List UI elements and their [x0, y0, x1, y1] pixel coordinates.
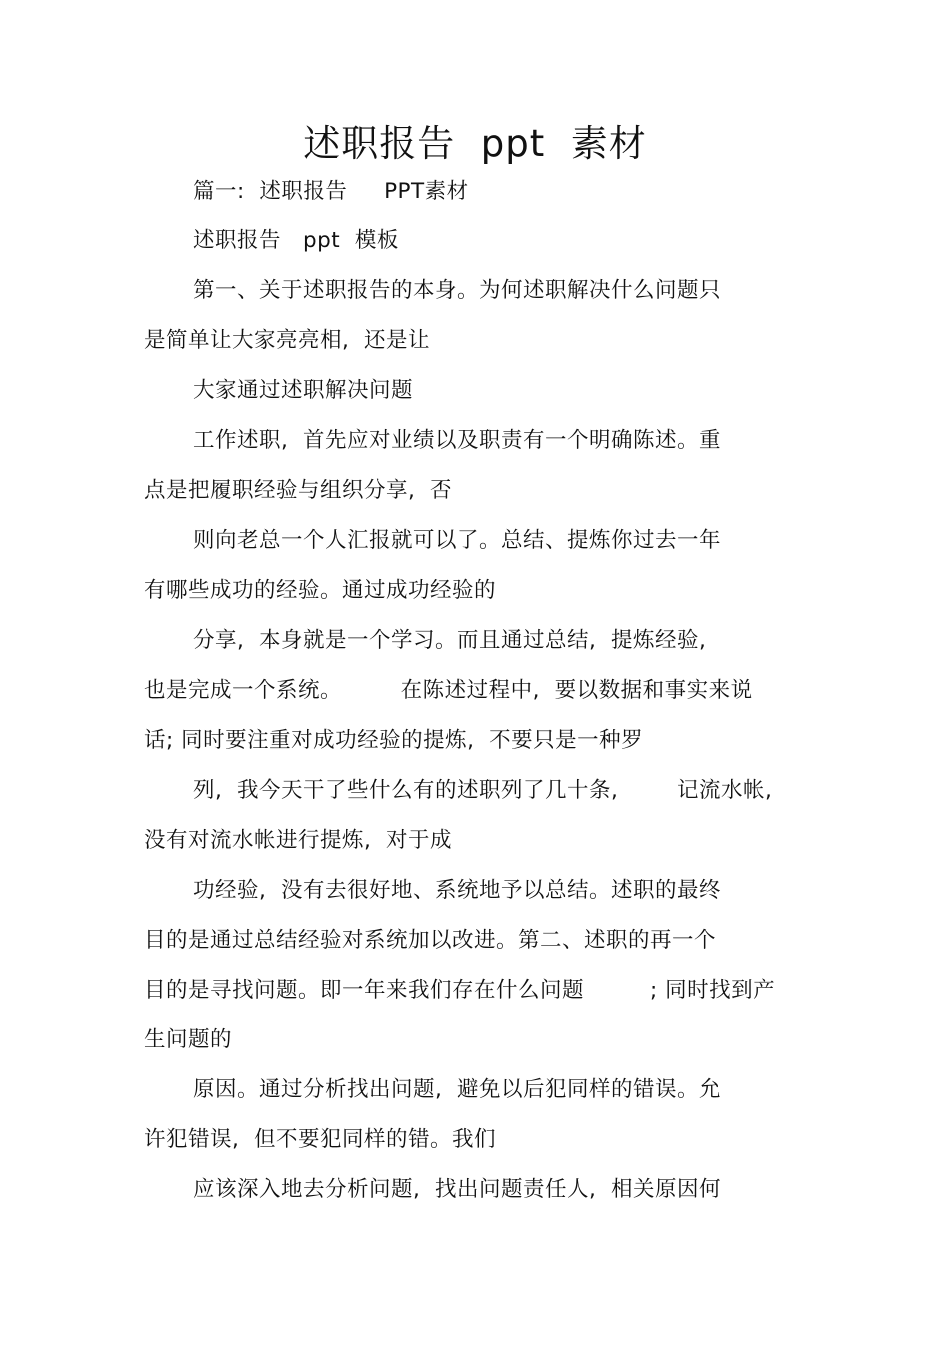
paragraph-line-5: 大家通过述职解决问题	[193, 378, 414, 403]
paragraph-line-9: 有哪些成功的经验。通过成功经验的	[144, 578, 497, 603]
paragraph-line-12: 话; 同时要注重对成功经验的提炼, 不要只是一种罗	[144, 728, 644, 753]
paragraph-line-17: 目的是寻找问题。即一年来我们存在什么问题 ; 同时找到产	[144, 978, 776, 1003]
paragraph-line-6: 工作述职, 首先应对业绩以及职责有一个明确陈述。重	[193, 428, 722, 453]
paragraph-line-1: 篇一: 述职报告 PPT素材	[193, 179, 469, 204]
paragraph-line-20: 许犯错误, 但不要犯同样的错。我们	[144, 1127, 497, 1152]
paragraph-line-10: 分享, 本身就是一个学习。而且通过总结, 提炼经验,	[193, 628, 707, 653]
paragraph-line-16: 目的是通过总结经验对系统加以改进。第二、述职的再一个	[144, 928, 717, 953]
paragraph-line-11: 也是完成一个系统。 在陈述过程中, 要以数据和事实来说	[144, 678, 753, 703]
paragraph-line-14: 没有对流水帐进行提炼, 对于成	[144, 828, 453, 853]
document-title: 述职报告 ppt 素材	[303, 122, 647, 165]
paragraph-line-2: 述职报告 ppt 模板	[193, 228, 399, 253]
paragraph-line-4: 是简单让大家亮亮相, 还是让	[144, 328, 431, 353]
paragraph-line-15: 功经验, 没有去很好地、系统地予以总结。述职的最终	[193, 878, 722, 903]
paragraph-line-19: 原因。通过分析找出问题, 避免以后犯同样的错误。允	[193, 1077, 722, 1102]
paragraph-line-8: 则向老总一个人汇报就可以了。总结、提炼你过去一年	[193, 528, 722, 553]
paragraph-line-21: 应该深入地去分析问题, 找出问题责任人, 相关原因何	[193, 1177, 722, 1202]
paragraph-line-13: 列, 我今天干了些什么有的述职列了几十条, 记流水帐,	[193, 778, 773, 803]
paragraph-line-18: 生问题的	[144, 1027, 233, 1052]
paragraph-line-3: 第一、关于述职报告的本身。为何述职解决什么问题只	[193, 278, 722, 303]
paragraph-line-7: 点是把履职经验与组织分享, 否	[144, 478, 453, 503]
